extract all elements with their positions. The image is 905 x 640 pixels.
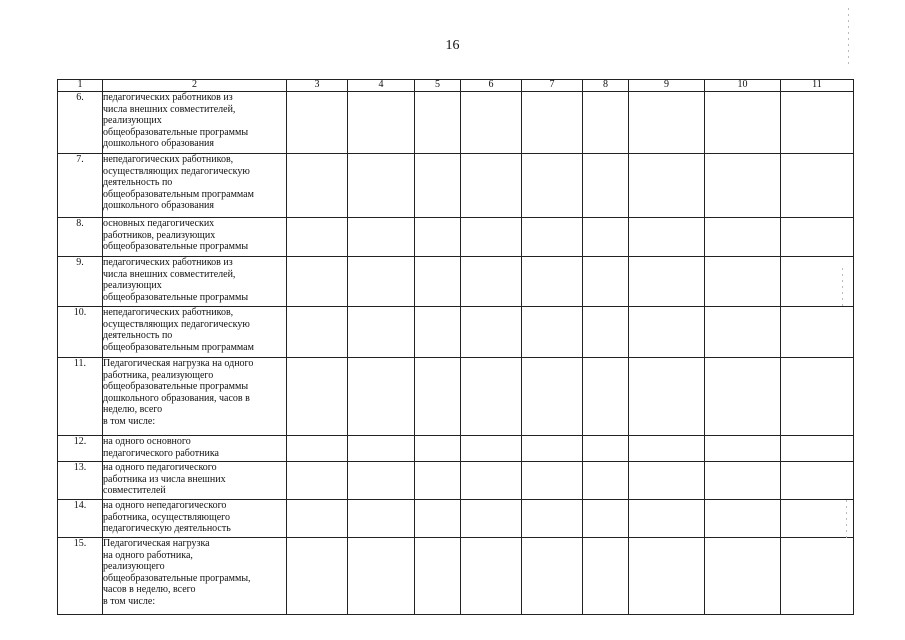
empty-cell bbox=[348, 154, 415, 218]
empty-cell bbox=[461, 538, 522, 615]
row-label: педагогических работников из числа внешних совместителей, реализующих общеобразовательные программы дошкольного образования bbox=[103, 92, 287, 154]
empty-cell bbox=[781, 538, 854, 615]
empty-cell bbox=[522, 218, 583, 257]
empty-cell bbox=[629, 358, 705, 436]
empty-cell bbox=[781, 436, 854, 462]
row-label: основных педагогических работников, реализующих общеобразовательные программы bbox=[103, 218, 287, 257]
table-row bbox=[58, 257, 854, 307]
empty-cell bbox=[348, 218, 415, 257]
empty-cell bbox=[348, 462, 415, 500]
empty-cell bbox=[461, 436, 522, 462]
empty-cell bbox=[348, 538, 415, 615]
empty-cell bbox=[629, 500, 705, 538]
empty-cell bbox=[629, 436, 705, 462]
page-number: 16 bbox=[445, 38, 460, 53]
empty-cell bbox=[348, 500, 415, 538]
empty-cell bbox=[583, 358, 629, 436]
empty-cell bbox=[781, 218, 854, 257]
column-header: 4 bbox=[348, 80, 415, 92]
empty-cell bbox=[415, 462, 461, 500]
empty-cell bbox=[781, 307, 854, 358]
empty-cell bbox=[522, 500, 583, 538]
empty-cell bbox=[583, 538, 629, 615]
empty-cell bbox=[287, 154, 348, 218]
empty-cell bbox=[461, 462, 522, 500]
empty-cell bbox=[461, 358, 522, 436]
empty-cell bbox=[461, 307, 522, 358]
empty-cell bbox=[287, 358, 348, 436]
row-number: 9. bbox=[58, 257, 103, 307]
empty-cell bbox=[287, 257, 348, 307]
empty-cell bbox=[583, 500, 629, 538]
empty-cell bbox=[522, 257, 583, 307]
empty-cell bbox=[287, 218, 348, 257]
row-number: 6. bbox=[58, 92, 103, 154]
empty-cell bbox=[583, 218, 629, 257]
row-label: непедагогических работников, осуществляющих педагогическую деятельность по общеобразовательным программам дошкольного образования bbox=[103, 154, 287, 218]
row-number: 15. bbox=[58, 538, 103, 615]
empty-cell bbox=[348, 436, 415, 462]
empty-cell bbox=[415, 500, 461, 538]
empty-cell bbox=[415, 307, 461, 358]
data-table bbox=[57, 79, 854, 615]
header-row bbox=[58, 80, 854, 92]
column-header: 6 bbox=[461, 80, 522, 92]
table-row bbox=[58, 358, 854, 436]
empty-cell bbox=[629, 154, 705, 218]
row-number: 8. bbox=[58, 218, 103, 257]
empty-cell bbox=[287, 462, 348, 500]
empty-cell bbox=[522, 436, 583, 462]
empty-cell bbox=[781, 92, 854, 154]
margin-mark bbox=[842, 268, 843, 308]
empty-cell bbox=[461, 257, 522, 307]
row-number: 10. bbox=[58, 307, 103, 358]
column-header: 3 bbox=[287, 80, 348, 92]
margin-mark bbox=[848, 8, 849, 68]
row-label: на одного непедагогического работника, осуществляющего педагогическую деятельность bbox=[103, 500, 287, 538]
empty-cell bbox=[705, 358, 781, 436]
empty-cell bbox=[348, 257, 415, 307]
row-label: непедагогических работников, осуществляющих педагогическую деятельность по общеобразовательным программам bbox=[103, 307, 287, 358]
empty-cell bbox=[461, 154, 522, 218]
empty-cell bbox=[705, 500, 781, 538]
table-row bbox=[58, 436, 854, 462]
empty-cell bbox=[705, 436, 781, 462]
row-label: педагогических работников из числа внешних совместителей, реализующих общеобразовательные программы bbox=[103, 257, 287, 307]
empty-cell bbox=[522, 154, 583, 218]
row-label: на одного основного педагогического работника bbox=[103, 436, 287, 462]
empty-cell bbox=[629, 218, 705, 257]
empty-cell bbox=[415, 92, 461, 154]
column-header: 5 bbox=[415, 80, 461, 92]
empty-cell bbox=[629, 538, 705, 615]
empty-cell bbox=[781, 358, 854, 436]
empty-cell bbox=[287, 538, 348, 615]
empty-cell bbox=[583, 436, 629, 462]
row-number: 11. bbox=[58, 358, 103, 436]
empty-cell bbox=[522, 307, 583, 358]
table-row bbox=[58, 154, 854, 218]
empty-cell bbox=[287, 307, 348, 358]
empty-cell bbox=[705, 257, 781, 307]
empty-cell bbox=[629, 92, 705, 154]
column-header: 1 bbox=[58, 80, 103, 92]
table-row bbox=[58, 538, 854, 615]
empty-cell bbox=[415, 358, 461, 436]
empty-cell bbox=[348, 92, 415, 154]
row-number: 7. bbox=[58, 154, 103, 218]
empty-cell bbox=[287, 92, 348, 154]
empty-cell bbox=[705, 462, 781, 500]
empty-cell bbox=[348, 307, 415, 358]
empty-cell bbox=[705, 218, 781, 257]
row-label: Педагогическая нагрузка на одного работника, реализующего общеобразовательные программы дошкольного образования, часов в неделю, всего в том числе: bbox=[103, 358, 287, 436]
empty-cell bbox=[629, 462, 705, 500]
table-row bbox=[58, 307, 854, 358]
row-number: 12. bbox=[58, 436, 103, 462]
empty-cell bbox=[629, 257, 705, 307]
empty-cell bbox=[415, 436, 461, 462]
empty-cell bbox=[705, 307, 781, 358]
empty-cell bbox=[705, 154, 781, 218]
empty-cell bbox=[629, 307, 705, 358]
empty-cell bbox=[583, 257, 629, 307]
table-row bbox=[58, 218, 854, 257]
empty-cell bbox=[522, 462, 583, 500]
empty-cell bbox=[781, 500, 854, 538]
empty-cell bbox=[415, 154, 461, 218]
column-header: 10 bbox=[705, 80, 781, 92]
table-row bbox=[58, 500, 854, 538]
empty-cell bbox=[522, 538, 583, 615]
empty-cell bbox=[522, 92, 583, 154]
empty-cell bbox=[705, 538, 781, 615]
empty-cell bbox=[287, 500, 348, 538]
empty-cell bbox=[461, 218, 522, 257]
empty-cell bbox=[583, 462, 629, 500]
empty-cell bbox=[583, 307, 629, 358]
empty-cell bbox=[461, 92, 522, 154]
empty-cell bbox=[583, 154, 629, 218]
empty-cell bbox=[415, 218, 461, 257]
table-row bbox=[58, 92, 854, 154]
empty-cell bbox=[583, 92, 629, 154]
column-header: 9 bbox=[629, 80, 705, 92]
row-label: Педагогическая нагрузка на одного работника, реализующего общеобразовательные программы, часов в неделю, всего в том числе: bbox=[103, 538, 287, 615]
table-body bbox=[58, 92, 854, 615]
empty-cell bbox=[415, 538, 461, 615]
empty-cell bbox=[705, 92, 781, 154]
column-header: 2 bbox=[103, 80, 287, 92]
table-row bbox=[58, 462, 854, 500]
empty-cell bbox=[781, 462, 854, 500]
empty-cell bbox=[287, 436, 348, 462]
empty-cell bbox=[461, 500, 522, 538]
column-header: 7 bbox=[522, 80, 583, 92]
empty-cell bbox=[415, 257, 461, 307]
column-header: 8 bbox=[583, 80, 629, 92]
margin-mark bbox=[846, 500, 847, 540]
row-number: 14. bbox=[58, 500, 103, 538]
empty-cell bbox=[348, 358, 415, 436]
row-label: на одного педагогического работника из числа внешних совместителей bbox=[103, 462, 287, 500]
row-number: 13. bbox=[58, 462, 103, 500]
empty-cell bbox=[522, 358, 583, 436]
column-header: 11 bbox=[781, 80, 854, 92]
empty-cell bbox=[781, 154, 854, 218]
